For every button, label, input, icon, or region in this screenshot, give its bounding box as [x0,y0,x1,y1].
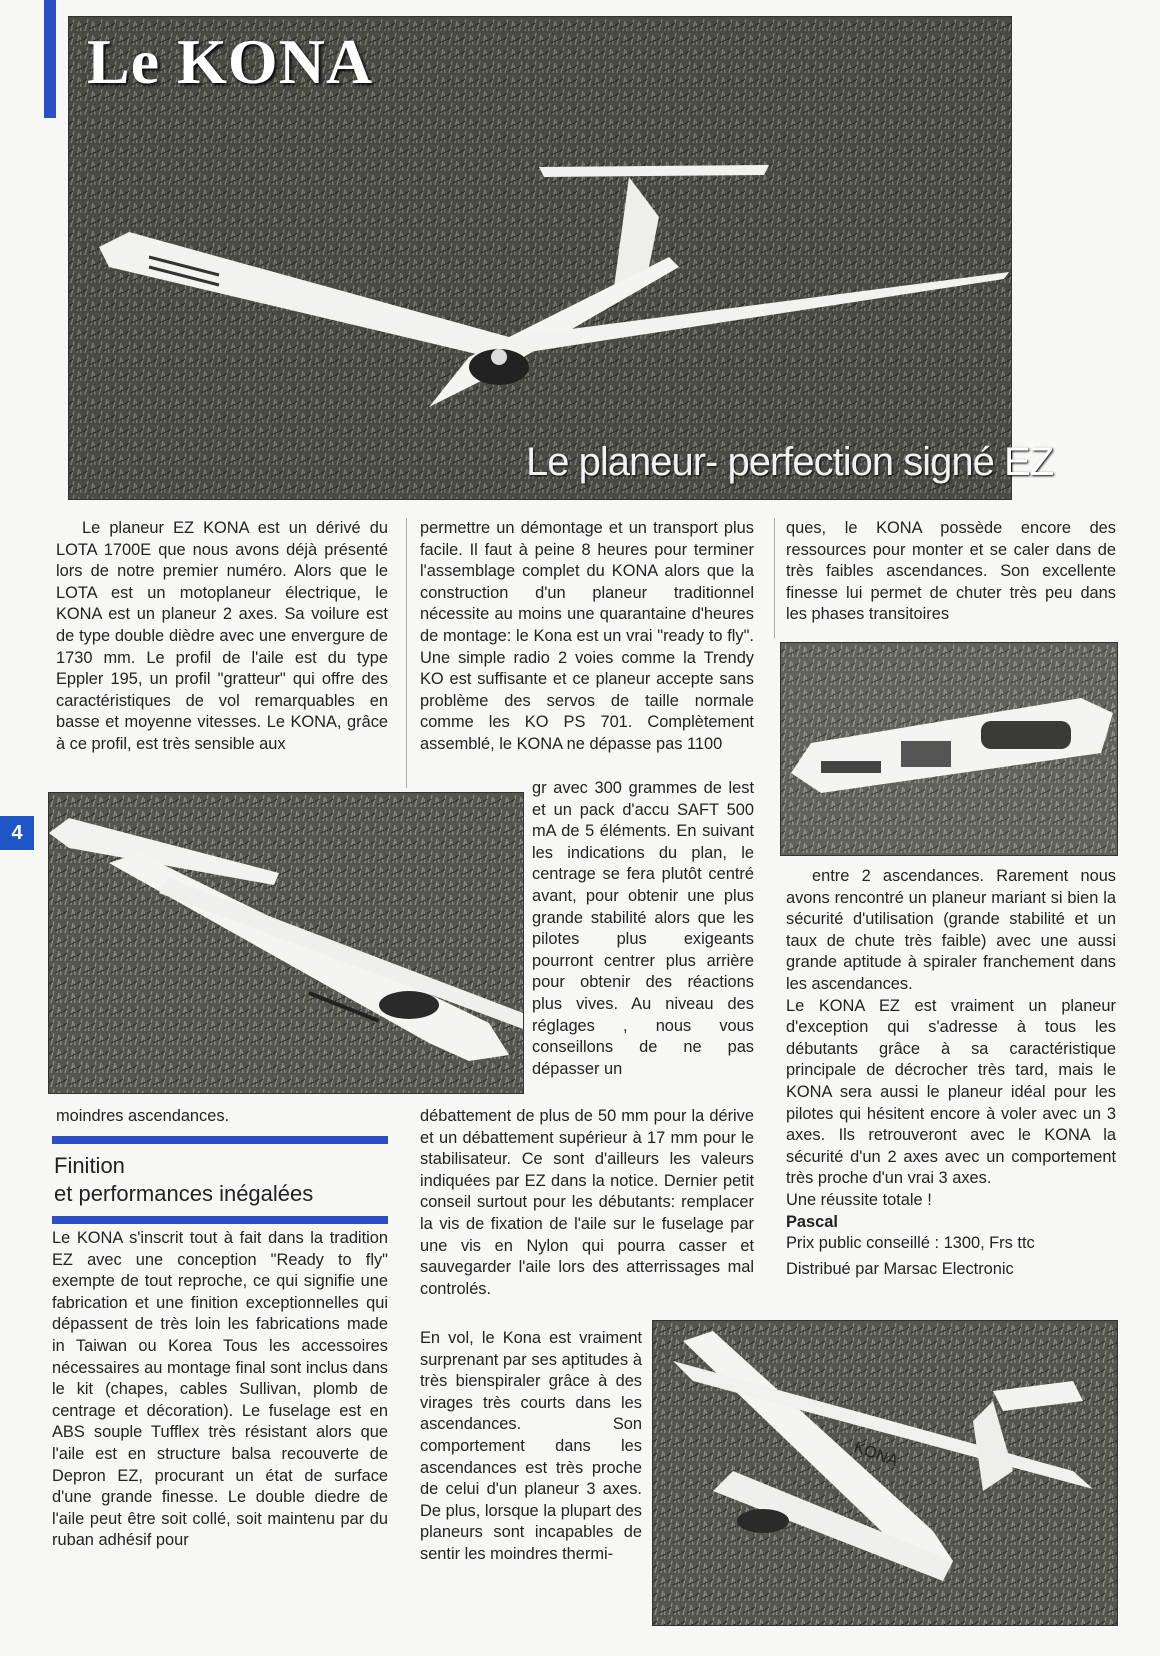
col2-paragraph-bottom: En vol, le Kona est vraiment surprenant par ses aptitudes à très bienspiraler grâce à des virages très courts dans les ascendances. Son comportement dans les ascendances est très proche de celui d'un planeur 3 axes. De plus, lorsque la plupart des planeurs sont incapables de sentir les moindres thermi- [420,1329,642,1563]
col2-paragraph-top: permettre un démontage et un transport plus facile. Il faut à peine 8 heures pour terminer l'assemblage complet du KONA alors que la construction d'un planeur traditionnel nécessite au moins une quarantaine d'heures de montage: le Kona est un vrai "ready to fly". Une simple radio 2 voies comme la Trendy KO est suffisante et ce planeur accepte sans problème des servos de taille normale comme les KO PS 701. Complètement assemblé, le KONA ne dépasse pas 1100 [420,519,754,753]
section-heading [54,1152,388,1208]
col2-bottom-text [420,1328,642,1566]
col2-paragraph-narrow: gr avec 300 grammes de lest et un pack d'accu SAFT 500 mA de 5 éléments. En suivant les indications du plan, le centrage se fera plutôt centré avant, pour obtenir une plus grande stabilité alors que les pilotes plus exigeants pourront centrer plus arrière pour obtenir des réactions plus vives. Au niveau des réglages , nous vous conseillons de ne pas dépasser un [532,779,754,1078]
page-number: 4 [0,816,34,850]
section-heading-line-1: Finition [54,1153,125,1178]
col2-top-text [420,518,754,756]
col1-paragraph-1-end: moindres ascendances. [56,1107,230,1125]
column-divider-1 [406,518,407,788]
page-title: Le KONA [87,26,374,97]
col3-author: Pascal [786,1212,838,1231]
col1-paragraph-2: Le KONA s'inscrit tout à fait dans la tradition EZ avec une conception "Ready to fly" exempte de tout reproche, ce qui signifie une fabrication et une finition exceptionnelles qui dépassent de très loin les fabrications made in Taiwan ou Korea Tous les accessoires nécessaires au montage final sont inclus dans le kit (chapes, cables Sullivan, plomb de centrage et décoration). Le fuselage est en ABS souple Tufflex très résistant alors que l'aile est en structure balsa recouverte de Depron EZ, procurant un état de surface d'une grande finesse. Le double diedre de l'aile peut être soit collé, soit maintenu par du ruban adhésif pour [52,1229,388,1550]
subtitle-brand: EZ [1004,440,1054,484]
subtitle-text: Le planeur- perfection signé [526,440,994,484]
fuselage-interior-photo [780,642,1118,856]
col2-wide-text [420,1106,754,1300]
column-divider-2 [774,518,775,638]
section-heading-line-2: et performances inégalées [54,1181,314,1206]
header-accent-bar [44,0,56,118]
col1-paragraph-1: Le planeur EZ KONA est un dérivé du LOTA 1700E que nous avons déjà présenté lors de notre premier numéro. Alors que le LOTA est un motoplaneur électrique, le KONA est un planeur 2 axes. Sa voilure est de type double dièdre avec une envergure de 1730 mm. Le profil de l'aile est du type Eppler 195, un profil "gratteur" qui offre des caractéristiques de vol remarquables en basse et moyenne vitesses. Le KONA, grâce à ce profil, est très sensible aux [56,519,388,753]
col1-intro-text [56,518,388,756]
col3-paragraph-mid: entre 2 ascendances. Rarement nous avons rencontré un planeur mariant si bien la sécurité d'utilisation (grande stabilité et un taux de chute très faible) avec une aussi grande aptitude à spiraler franchement dans les ascendances. [786,867,1116,993]
col2-paragraph-wide: débattement de plus de 50 mm pour la dérive et un débattement supérieur à 17 mm pour le stabilisateur. Ce sont d'ailleurs les valeurs indiquées par EZ dans la notice. Dernier petit conseil surtout pour les débutants: remplacer la vis de fixation de l'aile sur le fuselage par une vis en Nylon qui pourra casser et sauvegarder l'aile lors des atterrissages mal controlés. [420,1107,754,1298]
col3-price: Prix public conseillé : 1300, Frs ttc [786,1234,1035,1253]
col3-top-text [786,518,1116,626]
col1-continuation [56,1106,388,1128]
section-rule-top [52,1136,388,1144]
section-rule-bottom [52,1216,388,1224]
col3-distributor: Distribué par Marsac Electronic [786,1259,1014,1278]
hero-photo-glider [68,16,1012,500]
col3-paragraph-2: Le KONA EZ est vraiment un planeur d'exception qui s'adresse à tous les débutants grâce à sa caractéristique principale de décrocher très tard, mais le KONA sera aussi le planeur idéal pour les pilotes qui hésitent encore à voler avec un 3 axes. Ils retrouveront avec le KONA la sécurité d'un 2 axes avec un comportement très proche d'un vrai 3 axes. [786,996,1116,1188]
col3-success: Une réussite totale ! [786,1190,932,1209]
glider-photo-full [652,1320,1118,1626]
col3-paragraph-top: ques, le KONA possède encore des ressources pour monter et se caler dans de très faibles ascendances. Son excellente finesse lui permet de chuter très peu dans les phases transitoires [786,519,1116,624]
col2-narrow-text [532,778,754,1080]
glider-photo-close [48,792,524,1094]
page-subtitle [526,440,1053,485]
col3-mid-text [786,866,1116,1280]
col1-section-text [52,1228,388,1552]
svg-text:KONA: KONA [851,1438,901,1471]
